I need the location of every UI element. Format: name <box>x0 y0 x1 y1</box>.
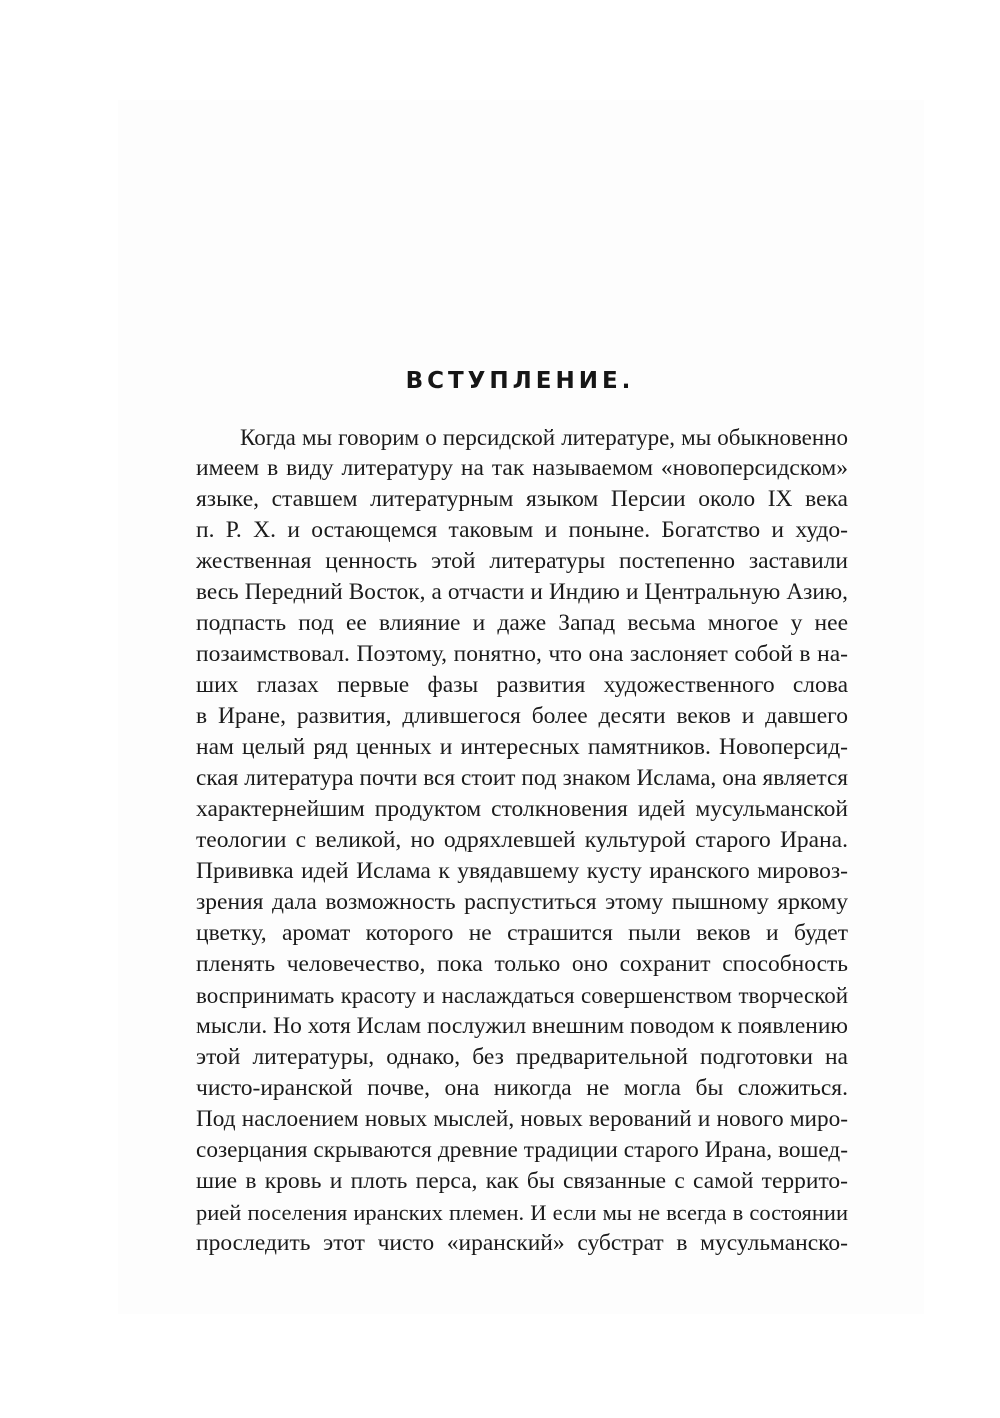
text-line: в Иране, развития, длившегося более десяти веков и давшего <box>196 703 848 729</box>
text-line: имеем в виду литературу на так называемом «новоперсидском» <box>196 455 848 481</box>
text-line: цветку, аромат которого не страшится пыли веков и будет <box>196 920 848 946</box>
text-line: теологии с великой, но одряхлевшей культурой старого Ирана. <box>196 827 848 853</box>
chapter-heading: ВСТУПЛЕНИЕ. <box>405 368 635 394</box>
text-line: Прививка идей Ислама к увядавшему кусту иранского мировоз- <box>196 858 848 884</box>
text-line: этой литературы, однако, без предварительной подготовки на <box>196 1044 848 1070</box>
text-line: жественная ценность этой литературы постепенно заставили <box>196 548 848 574</box>
text-line: ших глазах первые фазы развития художественного слова <box>196 672 848 698</box>
text-line: воспринимать красоту и наслаждаться совершенством творческой <box>196 983 848 1008</box>
text-line: чисто-иранской почве, она никогда не могла бы сложиться. <box>196 1075 848 1101</box>
text-line: нам целый ряд ценных и интересных памятников. Новоперсид- <box>196 734 848 760</box>
text-line: мысли. Но хотя Ислам послужил внешним поводом к появлению <box>196 1013 848 1039</box>
text-line: созерцания скрываются древние традиции старого Ирана, вошед- <box>196 1137 848 1163</box>
text-line: пленять человечество, пока только оно сохранит способность <box>196 951 848 977</box>
text-line: проследить этот чисто «иранский» субстрат в мусульманско- <box>196 1230 848 1256</box>
text-line: весь Передний Восток, а отчасти и Индию и Центральную Азию, <box>196 579 848 605</box>
text-line: языке, ставшем литературным языком Персии около IX века <box>196 486 848 512</box>
text-line: подпасть под ее влияние и даже Запад весьма многое у нее <box>196 610 848 636</box>
text-line: характернейшим продуктом столкновения идей мусульманской <box>196 796 848 822</box>
body-paragraph <box>196 422 848 1259</box>
text-line: ская литература почти вся стоит под знаком Ислама, она является <box>196 765 848 791</box>
text-line: рией поселения иранских племен. И если мы не всегда в состоянии <box>196 1200 848 1225</box>
text-line: шие в кровь и плоть перса, как бы связанные с самой террито- <box>196 1168 848 1194</box>
text-line: п. Р. Х. и остающемся таковым и поныне. Богатство и худо- <box>196 517 848 543</box>
text-line: позаимствовал. Поэтому, понятно, что она заслоняет собой в на- <box>196 641 848 667</box>
text-line: Когда мы говорим о персидской литературе, мы обыкновенно <box>240 425 848 450</box>
text-line: Под наслоением новых мыслей, новых верований и нового миро- <box>196 1106 848 1132</box>
text-line: зрения дала возможность распуститься этому пышному яркому <box>196 889 848 915</box>
